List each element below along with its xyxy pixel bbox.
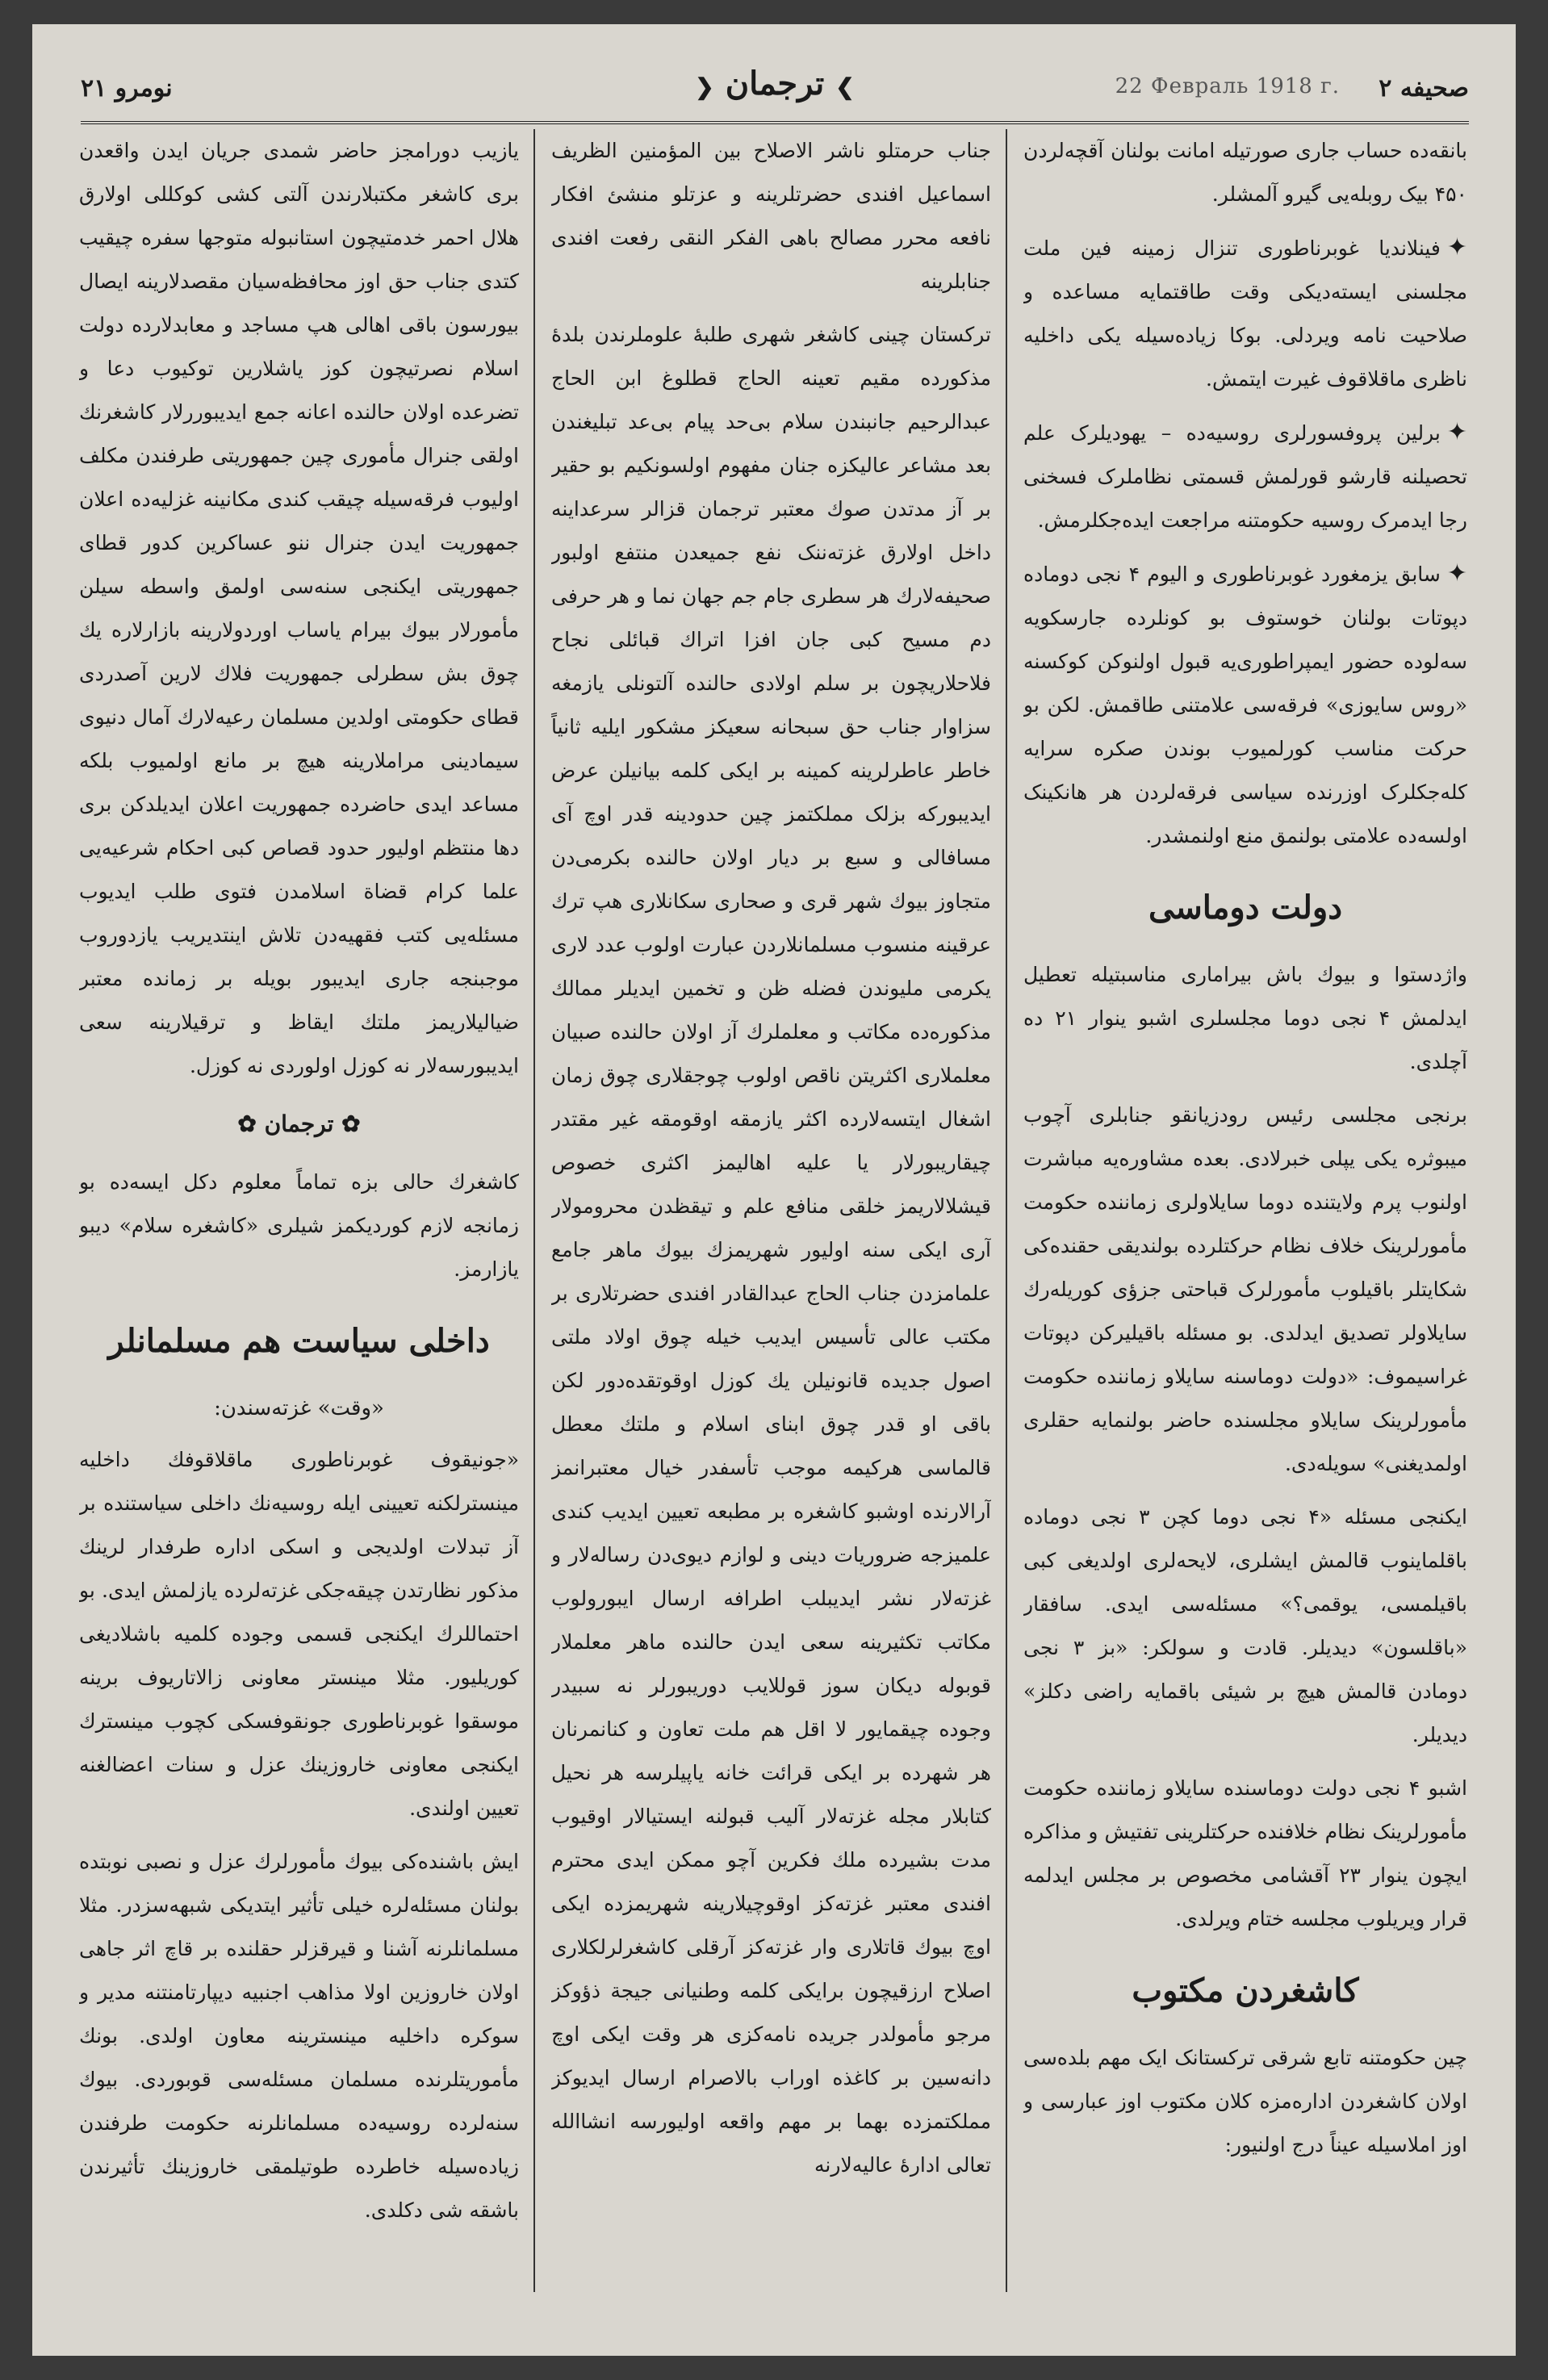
issue-number: نومرو ۲۱ [81,74,173,102]
bullet-icon: ✦ [1446,233,1467,261]
date-line: 22 Февраль 1918 г. [1115,74,1340,98]
letter-address: جناب حرمتلو ناشر الاصلاح بین المؤمنین الظریف اسماعیل افندی حضرتلرینه و عزتلو منشئ افکار نافعه محرر مصالح باهی الفکر النقی رفعت افندی جنابلرینه [551,139,991,293]
news-paragraph: بانقه‌ده حساب جاری صورتیله امانت بولنان آقچه‌لردن ۴۵۰ بیک روبله‌یی گیرو آلمشلر. [1023,139,1467,206]
duma-paragraph: اشبو ۴ نجی دولت دوماسنده سایلاو زماننده حکومت مأمورلرینک نظام خلافنده حرکتلرینی تفتیش و مذاکره ایچون ینوار ۲۳ آقشامی مخصوص بر مجلس ایدلمه قرار ویریلوب مجلسه ختام ویرلدی. [1023,1776,1467,1930]
bullet-icon: ✦ [1446,559,1467,588]
source-line: «وقت» غزته‌سندن: [214,1396,384,1420]
politics-paragraph: «جونیقوف غوبرناطوری ماقلاقوفك داخلیه مینسترلکنه تعیینی ایله روسیه‌نك داخلی سیاستنده بر آز تبدلات اولدیجی و اسکی اداره طرفدار لرینك مذکور نظارتدن چیقه‌جکی غزته‌لرده یازلمش ایدی. بو احتماللرك ایکنجی قسمی وجوده کلمیه باشلادیغی کوریلیور. مثلا مینستر معاونی زالاتاریوف برینه موسقوا غوبرناطوری جونقوفسکی کچوب مینسترك ایکنجی معاونی خاروزینك عزل و سنات اعضالغنه تعیین اولندی. [79,1448,519,1820]
duma-paragraph: ایکنجی مسئله «۴ نجی دوما کچن ۳ نجی دوماده باقلماینوب قالمش ایشلری، لایحه‌لری اولدیغی کبی باقیلمسی، یوقمی؟» مسئله‌سی ایدی. سافقار «باقلسون» دیدیلر. قادت و سولکر: «بز ۳ نجی دومادن قالمش هیچ بر شیئی باقمایه راضی دکلز» دیدیلر. [1023,1505,1467,1746]
left-column [79,129,519,2308]
section-title-duma: دولت دوماسی [1148,889,1343,926]
news-text: سابق یزمغورد غوبرناطوری و الیوم ۴ نجی دوماده دپوتات بولنان خوستوف بو کونلرده جارسکویه سه‌لوده حضور ایمپراطوری‌یه قبول اولنوکن کوکسنه «روس سایوزی» فرقه‌سی علامتنی طاقمش. لکن بو حرکت مناسب کورلمیوب بوندن صکره سرایه کله‌جکلرک اوزرنده سیاسی فرقه‌لردن هر هانکینک اولسه‌ده علامتی بولنمق منع اولنمشدر. [1023,563,1467,847]
news-paragraph [1023,411,1467,542]
bullet-icon: ✦ [1446,418,1467,446]
section-title-politics: داخلی سیاست هم مسلمانلر [108,1322,490,1360]
politics-paragraph: ایش باشنده‌کی بیوك مأمورلرك عزل و نصبی نوبتده بولنان مسئله‌لره خیلی تأثیر ایتدیکی شبهه‌سزدر. مثلا مسلمانلرنه آشنا و قیرقزلر حقلنده بر قاچ اثر جاهی اولان خاروزین اولا مذاهب اجنبیه دیپارتامنتنه مدیر و سوکره داخلیه مینسترینه معاون اولدی. بونك مأموریتلرنده مسلمان مسئله‌سی قوبوردی. بیوك سنه‌لرده روسیه‌ده مسلمانلرنه حکومت طرفندن زیاده‌سیله خاطرده طوتیلمقی خاروزینك تأثیرندن باشقه شی دکلدی. [79,1850,519,2222]
newspaper-title [695,65,854,102]
right-column [1023,129,1467,2308]
letter-body: ترکستان چینی کاشغر شهری طلبهٔ علوملرندن بلدهٔ مذکورده مقیم تعینه الحاج قطلوغ ابن الحاج عبدالرحیم جانبندن سلام بی‌حد پیام بی‌عد تبلیغندن بعد مشاعر عالیکزه جنان مفهوم اولسونکیم بو حقیر بر آز مدتدن صوك معتبر ترجمان قزالر سرعداینه داخل اولارق غزته‌ننک نفع جمیعدن منتفع اولبور صحیفه‌لارك هر سطری جام جم جهان نما و هر حرفی دم مسیح کبی جان افزا اتراك قبائلی نجاح فلاحلاریچون بر سلم اولادی حالنده آلتونلی یازمغه سزاوار جناب حق سبحانه سعیکز مشکور ایلیه ثانیاً خاطر عاطرلرینه کمینه بر ایکی کلمه بیانیلن عرض ایدیبورکه بزلک مملکتمز چین حدودینه قدر اوچ آی مسافالی و سبع بر دیار اولان حالنده بکرمی‌دن متجاوز بیوك شهر قری و صحاری سکانلاری هپ ترك عرقینه منسوب مسلمانلاردن عبارت اولوب عدد لاری یکرمی ملیوندن فضله ظن و تخمین ایدیلر ممالك مذکوره‌ده مکاتب و معلملرك آز اولان حالنده صبیان معلملاری اکثریتن ناقص اولوب چوجقلاری چوق زمان اشغال ایتسه‌لارده اکثر یازمقه اوقومقه غیر مقتدر چیقاریبورلار یا علیه اهالیمز اکثری خصوص قیشلالاریمز خلقی منافع علم و تیقظدن محرومولار آری ایکی سنه اولیور شهریمزك بیوك ماهر جامع علمامزدن جناب الحاج عبدالقادر افندی حضرتلاری بر مکتب عالی تأسیس ایدیب خیله چوق اولاد ملتی اصول جدیده قانونیلن یك کوزل اوقوتقده‌دور لکن باقی او قدر چوق ابنای اسلام و ملتك معطل قالماسی هرکیمه موجب تأسفدر خیال معتبرانمز آرالارنده اوشبو کاشغره بر مطبعه تعیین ایدیب کندی علمیزجه ضروریات دینی و لوازم دیوی‌دن رساله‌لار و غزته‌لار نشر ایدیبلب اطرافه ارسال ایبورولوب مکاتب تکثیرینه سعی ایدن حالنده ماهر معلملار قوبوله دیکان سوز قوللایب دوریبورلر نه سبیدر وجوده چیقمایور لا اقل هم ملت تعاون و کنانمرنان هر شهرده بر ایکی قرائت خانه یاپیلرسه هر نحیل کتابلار مجله غزته‌لار آلیب قبولنه ایستیالار اوقیوب مدت بشیرده ملك فکرین آچو ممکن ایدی محترم افندی معتبر غزته‌کز اوقوچیلارینه شهریمزده ایکی اوچ بیوك قاتلاری وار غزته‌کز آرقلی کاشغرلرلکلاری اصلاح ارزقیچون برایکی کلمه وطنیانی جیجة ذؤوکز مرجو مأمولدر جریده نامه‌کزی هر وقت ایکی اوچ دانه‌سین بر کاغذه اوراب بالاصرام ارسال ایدیوکز مملکتمزده بهما بر مهم واقعه اولیورسه انشاالله تعالی ادارهٔ عالیه‌لارنه [551,323,991,2177]
news-paragraph [1023,552,1467,858]
masthead [81,56,1469,124]
signature: ✿ ترجمان ✿ [237,1111,361,1137]
letter-paragraph: چین حکومتنه تابع شرقی ترکستانک ایک مهم بلده‌سی اولان کاشغردن اداره‌مزه کلان مکتوب اوز عبارسی و اوز املاسیله عیناً درج اولنیور: [1023,2046,1467,2156]
news-text: فینلاندیا غوبرناطوری تنزال زمینه فین ملت مجلسنی ایسته‌دیکی وقت طاقتمایه مساعده و صلاحیت نامه ویردلی. بوکا زیاده‌سیله یکی داخلیه ناظری ماقلاقوف غیرت ایتمش. [1023,236,1467,391]
editor-note: کاشغرك حالی بزه تماماً معلوم دکل ایسه‌ده بو زمانجه لازم کوردیکمز شیلری «کاشغره سلام» دیبو یازارمز. [79,1170,519,1281]
letter-continuation: یازیب دورامجز حاضر شمدی جریان ایدن واقعدن بری کاشغر مکتبلارندن آلتی کشی کوکللی اولارق هلال احمر خدمتیچون استانبوله متوجها سفره چیقیب کتدی جناب حق اوز محافظه‌سیان مقصدلارینه ایصال بیورسون باقی اهالی هپ مساجد و معابدلارده دولت اسلام نصرتیچون کوز یاشلارین توکیوب دعا و تضرعده اولان حالنده اعانه جمع ایدیبوررلار کاشغرنك اولقی جنرال مأموری چین جمهوریتی طرفندن مکلف اولیوب فرقه‌سیله چیقب کندی مکانینه غزلیه‌ده اعلان جمهوریت ایدن جنرال ننو عساکرین کدور قطای جمهوریتی ایکنجی سنه‌سی اولمق واسطه سیلن مأمورلار بیوك بیرام یاساب اوردولارینه بازارلاره یك چوق بش سطرلی جمهوریت فلاك لارین آصدردی قطای حکومتی اولدین مسلمان رعیه‌لارك آمال دنیوی سیمادینی مراملارینه هیچ بر مانع اولمیوب بلکه مساعد ایدی حاضرده جمهوریت اعلان ایدیلدکن بری دها منتظم اولیور حدود قصاص کبی احکام شرعیه‌یی علما کرام قضاة اسلامدن فتوی طلب ایدیوب مسئله‌یی کتب فقهیه‌دن تلاش اینتدیریب یازدوروب موجبنجه جاری ایدیبور بویله بر زمانده معتبر ضیالیلاریمز ملتك ایقاظ و ترقیلارینه سعی ایدیبورسه‌لار نه کوزل اولوردی نه کوزل. [79,139,519,1077]
middle-column [551,129,991,2308]
ornament-right-icon: ❯ [835,73,855,100]
section-title-letter: کاشغردن مکتوب [1132,1972,1359,2010]
news-text: برلین پروفسورلری روسیه‌ده – یهودیلرک علم تحصیلنه قارشو قورلمش قسمتی نظاملرک فسخنی رجا ایدمرک روسیه حکومتنه مراجعت ایده‌جکلرمش. [1023,421,1467,532]
news-paragraph [1023,226,1467,401]
ornament-left-icon: ❮ [695,73,714,100]
page-number: صحیفه ۲ [1379,74,1469,102]
column-divider [533,129,535,2292]
column-divider [1006,129,1007,2292]
duma-paragraph: برنجی مجلسی رئیس رودزیانقو جنابلری آچوب میبوثره یکی یپلی خبرلادی. بعده مشاوره‌یه مباشرت اولنوب پرم ولایتنده دوما سایلاولری زماننده حکومت مأمورلرینک خلاف نظام حرکتلرده بولندیقی حقنده‌کی شکایتلر باقیلوب مأمورلرک قباحتی جزؤی کوریله‌رك سایلاولر تصدیق ایدلدی. بو مسئله باقیلیرکن دپوتات غراسیموف: «دولت دوماسنه سایلاو زماننده حکومت مأمورلرینک سایلاو مجلسنده حاضر بولنمایه حقلری اولمدیغنی» سویله‌دی. [1023,1103,1467,1475]
duma-paragraph: واژدستوا و بیوك باش بیراماری مناسبتیله تعطیل ایدلمش ۴ نجی دوما مجلسلری اشبو ینوار ۲۱ ده آچلدی. [1023,963,1467,1073]
newspaper-page [32,24,1516,2356]
title-text: ترجمان [725,65,825,102]
